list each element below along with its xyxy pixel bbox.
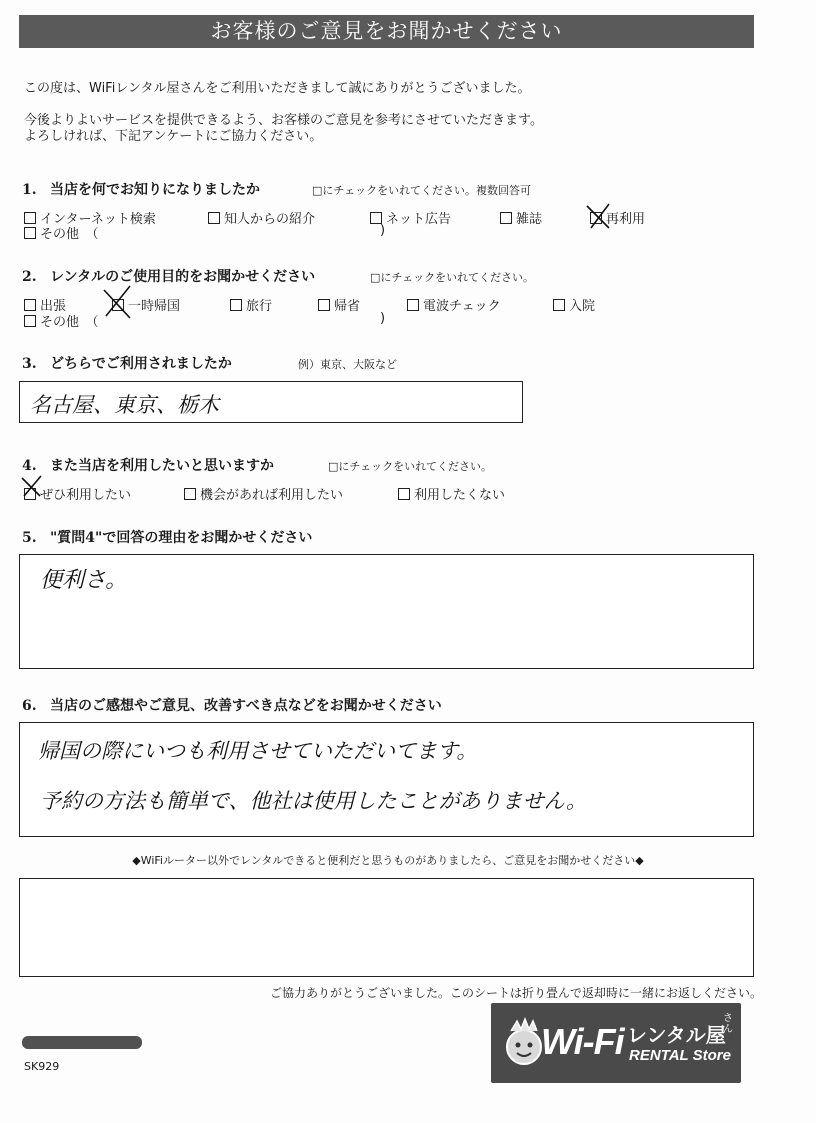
company-logo [491, 1003, 741, 1083]
option-label: その他 （ [40, 315, 99, 330]
checkbox[interactable] [553, 299, 565, 311]
option-label: インターネット検索 [40, 212, 156, 227]
option-label: 機会があれば利用したい [200, 488, 344, 503]
q2-number: 2. [22, 269, 37, 285]
q1-title: 当店を何でお知りになりましたか [50, 182, 260, 198]
option-label: 旅行 [246, 299, 273, 314]
q2-heading [22, 266, 315, 286]
q6-heading [22, 695, 442, 715]
checkbox[interactable] [318, 299, 330, 311]
q3-answer-field[interactable] [19, 381, 523, 423]
logo-brand: Wi-Fi [541, 1021, 624, 1062]
q2-option-travel[interactable] [230, 295, 272, 314]
form-code: SK929 [24, 1060, 60, 1073]
q1-other-close-paren: ) [380, 223, 386, 238]
logo-subtitle: RENTAL Store [629, 1047, 731, 1064]
q6-title: 当店のご感想やご意見、改善すべき点などをお聞かせください [50, 698, 442, 714]
logo-name: レンタル屋 [627, 1023, 726, 1047]
q4-option-no[interactable] [398, 484, 505, 503]
checkbox[interactable] [407, 299, 419, 311]
q1-option-referral[interactable] [208, 208, 315, 227]
q4-option-if-chance[interactable] [184, 484, 343, 503]
footer-thanks: ご協力ありがとうございました。このシートは折り畳んで返却時に一緒にお返しください。 [270, 986, 763, 1000]
option-label: ぜひ利用したい [40, 488, 132, 503]
checkbox[interactable] [24, 227, 36, 239]
q1-option-other[interactable] [24, 223, 99, 242]
option-label: 入院 [569, 299, 596, 314]
option-label: 帰省 [334, 299, 361, 314]
check-mark-icon [585, 202, 613, 230]
q5-answer-text: 便利さ。 [40, 568, 128, 593]
q1-heading [22, 179, 260, 199]
q4-number: 4. [22, 458, 37, 474]
q3-answer-text: 名古屋、東京、栃木 [30, 393, 219, 417]
option-label: 一時帰国 [128, 299, 181, 314]
q6-answer-line-2: 予約の方法も簡単で、他社は使用したことがありません。 [40, 789, 587, 813]
q3-note: 例）東京、大阪など [298, 358, 397, 371]
q2-option-signal-check[interactable] [407, 295, 501, 314]
q2-option-hospital[interactable] [553, 295, 595, 314]
q4-note: □にチェックをいれてください。 [328, 460, 493, 473]
logo-suffix: さん [723, 1013, 733, 1035]
extra-rental-prompt: ◆WiFiルーター以外でレンタルできると便利だと思うものがありましたら、ご意見をお聞かせください◆ [132, 854, 644, 867]
intro-line-2: 今後よりよいサービスを提供できるよう、お客様のご意見を参考にさせていただきます。 [24, 113, 543, 128]
checkbox[interactable] [500, 212, 512, 224]
option-label: 電波チェック [423, 299, 501, 314]
redacted-barcode [22, 1036, 142, 1049]
checkbox[interactable] [24, 315, 36, 327]
q5-heading [22, 527, 312, 547]
option-label: 出張 [40, 299, 67, 314]
q1-note: □にチェックをいれてください。複数回答可 [312, 184, 532, 197]
checkbox[interactable] [208, 212, 220, 224]
checkbox[interactable] [24, 299, 36, 311]
option-label: 知人からの紹介 [224, 212, 316, 227]
q4-heading [22, 455, 274, 475]
intro-line-1: この度は、WiFiレンタル屋さんをご利用いただきまして誠にありがとうございました。 [24, 81, 531, 96]
mascot-icon [503, 1017, 545, 1069]
q2-option-homecoming[interactable] [318, 295, 360, 314]
q5-number: 5. [22, 530, 37, 546]
check-mark-icon [100, 284, 134, 320]
q6-answer-field[interactable] [19, 722, 754, 837]
q3-title: どちらでご利用されましたか [50, 356, 232, 372]
checkbox[interactable] [184, 488, 196, 500]
option-label: 雑誌 [516, 212, 543, 227]
q6-number: 6. [22, 698, 37, 714]
q5-title: "質問4"で回答の理由をお聞かせください [50, 530, 313, 546]
q2-note: □にチェックをいれてください。 [370, 271, 535, 284]
q6-answer-line-1: 帰国の際にいつも利用させていただいてます。 [38, 739, 478, 763]
option-label: 利用したくない [414, 488, 506, 503]
check-mark-icon [20, 474, 44, 498]
q3-heading [22, 353, 232, 373]
q2-title: レンタルのご使用目的をお聞かせください [50, 269, 316, 285]
intro-line-3: よろしければ、下記アンケートにご協力ください。 [24, 129, 323, 144]
option-label: ネット広告 [386, 212, 452, 227]
option-label: 再利用 [606, 212, 646, 227]
q5-answer-field[interactable] [19, 554, 754, 669]
checkbox[interactable] [230, 299, 242, 311]
option-label: その他 （ [40, 227, 99, 242]
q4-title: また当店を利用したいと思いますか [50, 458, 274, 474]
extra-rental-field[interactable] [19, 878, 754, 977]
q2-other-close-paren: ) [380, 311, 386, 326]
q1-option-magazine[interactable] [500, 208, 542, 227]
q1-number: 1. [22, 182, 37, 198]
page-title: お客様のご意見をお聞かせください [19, 15, 754, 48]
q3-number: 3. [22, 356, 37, 372]
checkbox[interactable] [398, 488, 410, 500]
q2-option-other[interactable] [24, 311, 99, 330]
